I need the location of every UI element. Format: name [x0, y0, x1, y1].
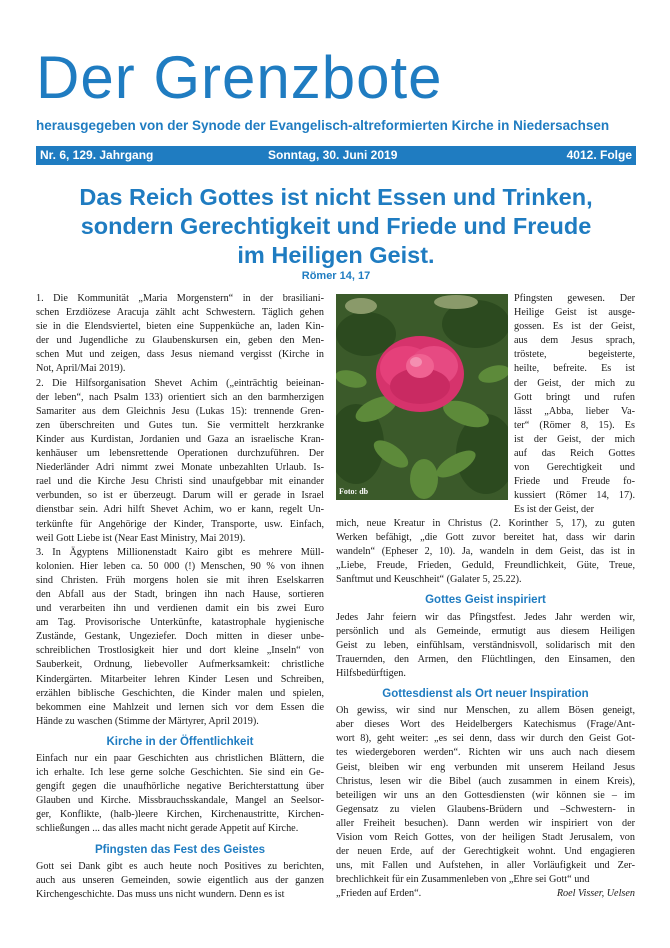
text-line: kussiert (Römer 14, 17).: [514, 490, 635, 502]
text-line: tes wiedergeboren werden“. Richten wir uns auch nach diesem: [336, 747, 635, 759]
text-line: ist der Geist, der mich: [514, 433, 635, 445]
text-line: 1. Die Kommunität „Maria Morgenstern“ in der brasiliani-: [36, 293, 324, 304]
text-line: sie in die Elendsviertel, bieten eine Suppenküche an, laden Kin-: [36, 321, 324, 333]
issue-bar: [36, 146, 636, 165]
rose-icon: [336, 294, 508, 500]
text-line: sind Christen. Früh morgens holen sie mit ihren Eselskarren: [36, 574, 324, 586]
issue-sequence: 4012. Folge: [566, 148, 632, 162]
text-line: uns, mit Fallen und Aufstehen, in aller Vorläufigkeit und Zer-: [336, 860, 635, 872]
right-column-beside-photo: [514, 292, 635, 518]
text-line: Kirchengeschichte. Das muss uns nicht wundern. Denn es ist: [36, 888, 285, 900]
photo-credit: Foto: db: [339, 487, 369, 496]
text-line: der und Jugendliche zu Glaubenskursen ein, geben den Men-: [36, 335, 324, 347]
text-line: auch aus unseren Gemeinden, sowie eigentlich aus der ganzen: [36, 874, 324, 886]
text-line: ich erhalte. Ich lese gerne solche Geschichten. Sie sind ein Ge-: [36, 767, 324, 779]
text-line: der leben“, nach Psalm 133) orientiert sich an den barmherzigen: [36, 391, 324, 403]
text-line: Christus, lesen wir die Bibel (auch zusammen in einem Kreis),: [336, 775, 635, 787]
text-line: Es ist der Geist, der: [514, 504, 595, 516]
text-line: Sauberkeit, Ordnung, liebevoller Aufmerksamkeit: christliche: [36, 659, 324, 671]
section-3-text: [336, 611, 635, 681]
text-line: gossen. Es ist der Geist,: [514, 321, 635, 333]
text-line: weil Gott Liebe ist (Near East Ministry, Mai 2019).: [36, 532, 246, 544]
headline-verse: Römer 14, 17: [301, 270, 371, 282]
text-line: Geist zu leben, einfühlsam, verständnisvoll, solidarisch mit den: [336, 639, 635, 651]
text-line: heilte, befreite. Es ist: [514, 363, 635, 375]
text-line: bekommen eine Mahlzeit und lernen sich vor dem Essen die: [36, 701, 324, 713]
author: Roel Visser, Uelsen: [556, 888, 635, 900]
text-line: Kindergärten. Mitarbeiter lehren Kinder Lesen und Schreiben,: [36, 673, 324, 685]
text-line: brechlichkeit für ein Zusammenleben von „Ehre sei Gott“ und: [336, 874, 590, 886]
text-line: kenhäuser um lebensrettende Operationen durchzuführen. Der: [36, 448, 324, 460]
text-line: Hilfsbedürftigen.: [336, 667, 406, 679]
text-line: der Geist, der mich zu: [514, 377, 635, 389]
text-line: schen Erzdiözese Aracuja zählt acht Schwestern. Täglich gehen: [36, 307, 324, 319]
text-line: der neuen Erde, auf der Gerechtigkeit wohnt. Und engagieren: [336, 846, 635, 858]
text-line: von Gerechtigkeit und: [514, 462, 635, 474]
section-heading-gottes-geist: Gottes Geist inspiriert: [425, 594, 546, 607]
right-column: [336, 517, 635, 901]
text-line: „Liebe, Freude, Frieden, Geduld, Freundlichkeit, Güte, Treue,: [336, 560, 635, 572]
issue-number: Nr. 6, 129. Jahrgang: [40, 148, 154, 162]
section-heading-gottesdienst: Gottesdienst als Ort neuer Inspiration: [382, 688, 589, 701]
text-line: tröstete, begeisterte,: [514, 349, 635, 361]
text-line: Oh gewiss, wir sind nur Menschen, zu allem Bösen geneigt,: [336, 705, 635, 717]
text-line: gengift gegen die unaufhörliche negative Berichterstattung über: [36, 781, 324, 793]
section-heading-kirche: Kirche in der Öffentlichkeit: [106, 735, 254, 748]
text-line: schreiblichen Trostlosigkeit hier und dort kleine „Inseln“ von: [36, 645, 324, 657]
section-1-text: [36, 752, 324, 837]
issue-date: Sonntag, 30. Juni 2019: [268, 148, 398, 162]
text-line: aber dieses Wort des Heidelbergers Katechismus (Frage/Ant-: [336, 719, 635, 731]
text-line: Pfingsten gewesen. Der: [514, 293, 635, 304]
text-line: ger, Konflikte, (halb-)leere Kirchen, Kirchenaustritte, Kirchen-: [36, 809, 324, 821]
headline-line: Das Reich Gottes ist nicht Essen und Trinken,: [79, 184, 593, 210]
text-line: Geist, bleiben wir eng verbunden mit unserem Heiland Jesus: [336, 761, 635, 773]
paragraph-3: [36, 546, 324, 729]
signature-line: [336, 887, 635, 901]
text-line: Gegensatz zu vielen Glaubens-Brüdern und –Schwestern- in: [336, 803, 635, 815]
text-line: lässt „Abba, lieber Va-: [514, 405, 635, 417]
text-line: den Abfall aus der Stadt, bringen ihn nach Hause, sortieren: [36, 588, 324, 600]
text-line: verbunden, so ist er überzeugt. Darum will er gerade in Israel: [36, 490, 324, 502]
text-line: Sanftmut und Keuschheit“ (Galater 5, 25.22).: [336, 574, 522, 586]
text-line: wort 8), geht weiter: „es sei denn, dass wir durch den Geist Got-: [336, 733, 635, 745]
text-line: 3. In Ägyptens Millionenstadt Kairo gibt es mehrere Müll-: [36, 546, 324, 558]
text-line: rael und die Kirche Jesu Christi sind unaufgebbar mit einander: [36, 476, 324, 488]
text-line: Einfach nur ein paar Geschichten aus christlichen Blättern, die: [36, 753, 324, 764]
photo: [336, 294, 508, 500]
text-line: 2. Die Hilfsorganisation Shevet Achim („einträchtig beieinan-: [36, 377, 324, 389]
text-line: Jedes Jahr feiern wir das Pfingstfest. Jedes Jahr werden wir,: [336, 611, 635, 623]
section-2-text: [36, 860, 324, 902]
paragraph-1: [36, 292, 324, 377]
text-line: Vision vom Reich Gottes, von der heiligen Stadt Jerusalem, von: [336, 831, 635, 843]
text-line: dienstbar sein. Adri hilft Shevet Achim, wo er kann, regelt Un-: [36, 504, 324, 516]
text-line: Kinder aus Kurdistan, Jordanien und Gaza an israelische Kran-: [36, 433, 324, 445]
text-line: beteiligen wir uns an den Gottesdiensten (wir können sie – im: [336, 789, 635, 801]
section-4-text: [336, 704, 635, 887]
text-line: mich, neue Kreatur in Christus (2. Korinther 5, 17), zu guten: [336, 518, 635, 529]
text-line: Glauben und Kirche. Missbrauchsskandale, Mangel an Seelsor-: [36, 795, 324, 807]
text-line: Heilige Geist ist ausge-: [514, 307, 635, 319]
beside-photo-text: [514, 292, 635, 518]
continued-text: [336, 517, 635, 587]
text-line: persönlich und als Gemeinde, ermutigt aus diesem Heiligen: [336, 625, 635, 637]
text-line: aus dem Jesus sprach,: [514, 335, 635, 347]
headline: [36, 183, 636, 270]
text-line: aller Freiheit besuchen). Dann werden wir inspiriert von der: [336, 817, 635, 829]
text-line: Samariter aus dem Gleichnis Jesu (Lukas 15): trennende Gren-: [36, 405, 324, 417]
text-line: Niederländer Adri nimmt zwei Monate unbezahlten Urlaub. Is-: [36, 462, 324, 474]
text-line: terkünfte für Angehörige der Kinder, Transporte, usw. Einfach,: [36, 518, 324, 530]
text-line: Werken befähigt, „die Gott zuvor bereitet hat, dass wir darin: [336, 532, 635, 544]
headline-line: im Heiligen Geist.: [237, 242, 435, 268]
text-line: Gott sei Dank gibt es auch heute noch Positives zu berichten,: [36, 860, 324, 872]
text-line: Trauernden, den Armen, den Flüchtlingen, den Einsamen, den: [336, 653, 635, 665]
section-heading-pfingsten: Pfingsten das Fest des Geistes: [94, 843, 265, 856]
text-line: erzählen biblische Geschichten, die Kinder malen und spielen,: [36, 687, 324, 699]
masthead-subtitle: herausgegeben von der Synode der Evangelisch-altreformierten Kirche in Niedersachsen: [36, 118, 610, 133]
text-line: zen überschreiten und Gutes tun. Sie vermittelt herzkranke: [36, 419, 324, 431]
closing-line: „Frieden auf Erden“.: [336, 888, 422, 900]
paragraph-2: [36, 377, 324, 546]
text-line: ter“ (Römer 8, 15). Es: [514, 419, 635, 431]
text-line: am Tag. Provisorische Unterkünfte, katastrophale hygienische: [36, 617, 324, 629]
text-line: Hände zu waschen (Stimme der Märtyrer, April 2019).: [36, 715, 259, 727]
text-line: und verarbeiten ihn und verdienen damit ein bis zwei Euro: [36, 603, 324, 615]
text-line: kolonien. Hier leben ca. 50 000 (!) Menschen, 90 % von ihnen: [36, 560, 324, 572]
masthead-title: Der Grenzbote: [36, 44, 443, 111]
left-column: [36, 292, 324, 902]
text-line: Zustände, Gestank, Ungeziefer. Doch mitten in dieser unbe-: [36, 631, 324, 643]
text-line: Friede und Freude fo-: [514, 476, 635, 488]
text-line: Gott bringt und rufen: [514, 391, 635, 403]
text-line: schen Mut und zeigen, dass Jesus niemand vergisst (Kirche in: [36, 349, 324, 361]
text-line: wandeln“ (Epheser 2, 10). Ja, wandeln in dem Geist, das ist in: [336, 546, 635, 558]
text-line: auf das Reich Gottes: [514, 448, 635, 460]
text-line: schließungen ... das alles macht nicht gerade Appetit auf Kirche.: [36, 823, 299, 835]
text-line: Not, April/Mai 2019).: [36, 363, 126, 375]
headline-line: sondern Gerechtigkeit und Friede und Freude: [80, 213, 592, 239]
